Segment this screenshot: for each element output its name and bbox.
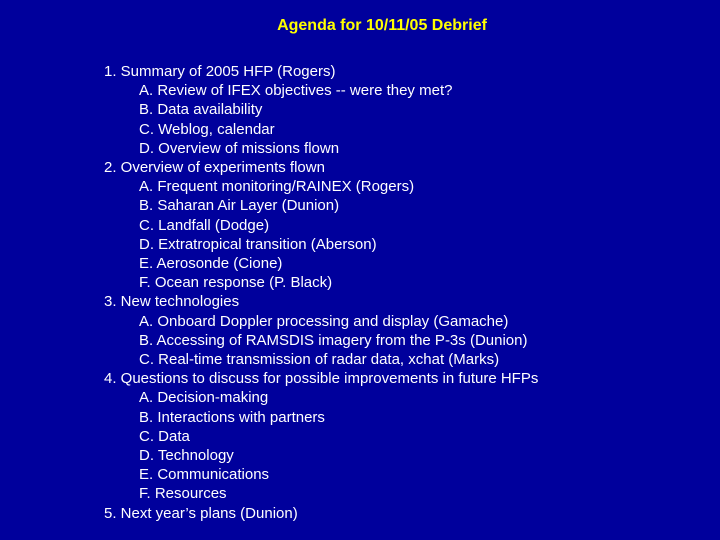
agenda-sub-list (104, 81, 538, 158)
agenda-sub-list (104, 177, 538, 292)
agenda-sub-item: A. Frequent monitoring/RAINEX (Rogers) (139, 178, 415, 196)
agenda-list (104, 62, 538, 523)
agenda-sub-list (104, 388, 538, 503)
agenda-sub-item: F. Ocean response (P. Black) (139, 274, 333, 292)
agenda-sub-item: F. Resources (139, 485, 227, 503)
agenda-sub-item: A. Decision-making (139, 389, 269, 407)
agenda-sub-item: D. Technology (139, 447, 234, 465)
agenda-section-3 (104, 292, 538, 369)
agenda-sub-item: C. Data (139, 427, 190, 445)
agenda-sub-list (104, 312, 538, 370)
agenda-sub-item: E. Communications (139, 466, 270, 484)
agenda-sub-item: B. Interactions with partners (139, 408, 325, 426)
agenda-section-1 (104, 62, 538, 158)
slide-title: Agenda for 10/11/05 Debrief (277, 17, 487, 34)
agenda-section-label: 5. Next year’s plans (Dunion) (104, 504, 298, 522)
agenda-sub-item: E. Aerosonde (Cione) (139, 255, 283, 273)
agenda-section-label: 4. Questions to discuss for possible improvements in future HFPs (104, 370, 539, 388)
agenda-sub-item: D. Overview of missions flown (139, 139, 340, 157)
agenda-section-label: 3. New technologies (104, 293, 240, 311)
agenda-section-4 (104, 369, 538, 503)
agenda-sub-item: B. Saharan Air Layer (Dunion) (139, 197, 340, 215)
agenda-section-2 (104, 158, 538, 292)
agenda-sub-item: B. Accessing of RAMSDIS imagery from the P-3s (Dunion) (139, 331, 528, 349)
agenda-sub-item: A. Onboard Doppler processing and display (Gamache) (139, 312, 509, 330)
agenda-sub-item: C. Real-time transmission of radar data, xchat (Marks) (139, 351, 500, 369)
agenda-sub-item: C. Landfall (Dodge) (139, 216, 270, 234)
agenda-section-5 (104, 504, 538, 523)
agenda-section-label: 1. Summary of 2005 HFP (Rogers) (104, 63, 336, 80)
agenda-sub-item: A. Review of IFEX objectives -- were they met? (139, 82, 453, 100)
agenda-section-label: 2. Overview of experiments flown (104, 159, 325, 177)
agenda-sub-item: C. Weblog, calendar (139, 120, 275, 138)
agenda-sub-item: B. Data availability (139, 101, 263, 119)
agenda-sub-item: D. Extratropical transition (Aberson) (139, 235, 377, 253)
